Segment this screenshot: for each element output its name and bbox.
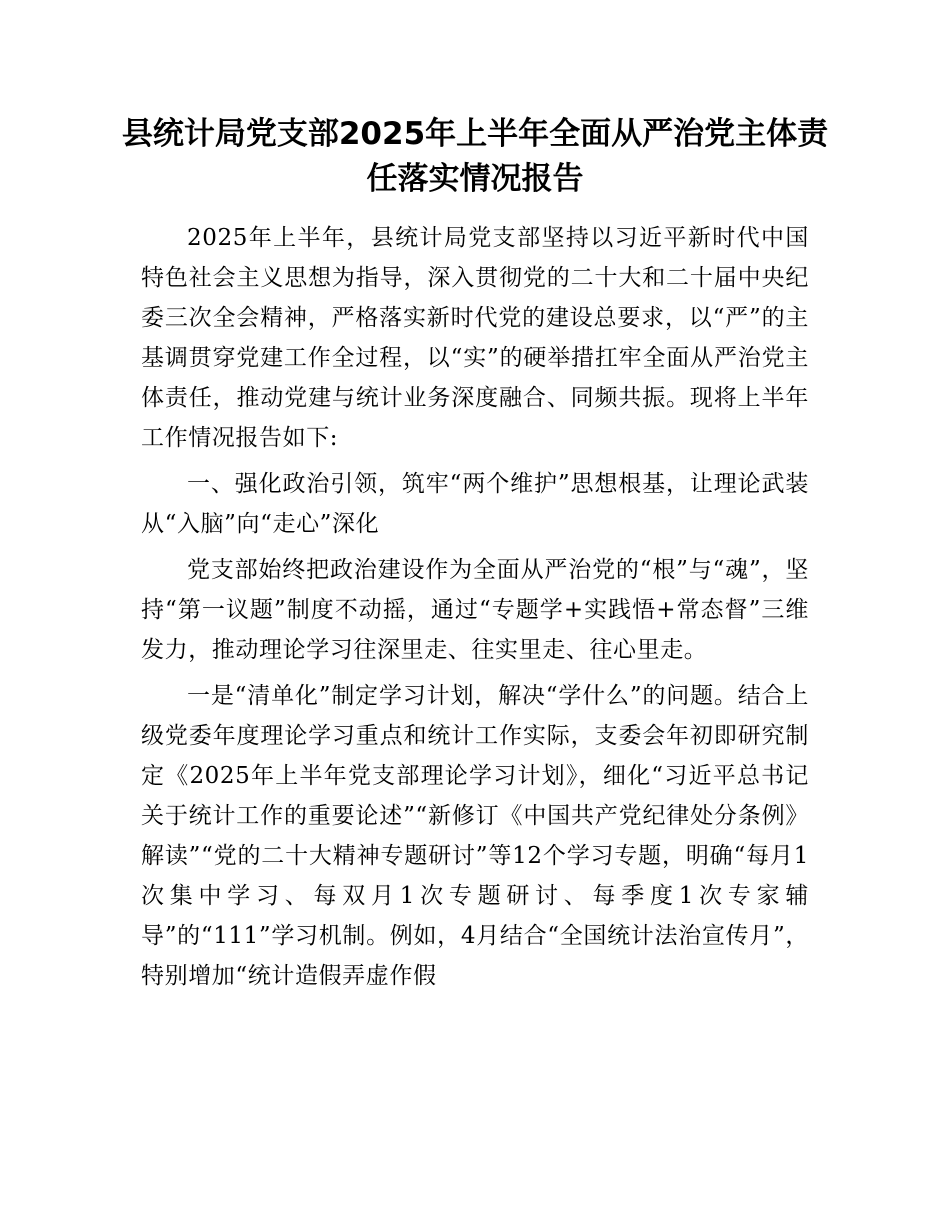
paragraph-political-building: 党支部始终把政治建设作为全面从严治党的“根”与“魂”，坚持“第一议题”制度不动摇，通过“专题学+实践悟+常态督”三维发力，推动理论学习往深里走、往实里走、往心里走。: [141, 557, 809, 663]
document-title: 县统计局党支部2025年上半年全面从严治党主体责任落实情况报告: [121, 116, 829, 197]
paragraph-study-plan: 一是“清单化”制定学习计划，解决“学什么”的问题。结合上级党委年度理论学习重点和统计工作实际，支委会年初即研究制定《2025年上半年党支部理论学习计划》，细化“习近平总书记关于统计工作的重要论述”“新修订《中国共产党纪律处分条例》解读”“党的二十大精神专题研讨”等12个学习专题，明确“每月1次集中学习、每双月1次专题研讨、每季度1次专家辅导”的“111”学习机制。例如，4月结合“全国统计法治宣传月”，特别增加“统计造假弄虚作假: [141, 683, 809, 989]
section-heading-1: 一、强化政治引领，筑牢“两个维护”思想根基，让理论武装从“入脑”向“走心”深化: [141, 471, 809, 537]
paragraph-intro: 2025年上半年，县统计局党支部坚持以习近平新时代中国特色社会主义思想为指导，深入贯彻党的二十大和二十届中央纪委三次全会精神，严格落实新时代党的建设总要求，以“严”的主基调贯穿党建工作全过程，以“实”的硬举措扛牢全面从严治党主体责任，推动党建与统计业务深度融合、同频共振。现将上半年工作情况报告如下:: [141, 225, 809, 451]
document-body: [141, 212, 809, 996]
